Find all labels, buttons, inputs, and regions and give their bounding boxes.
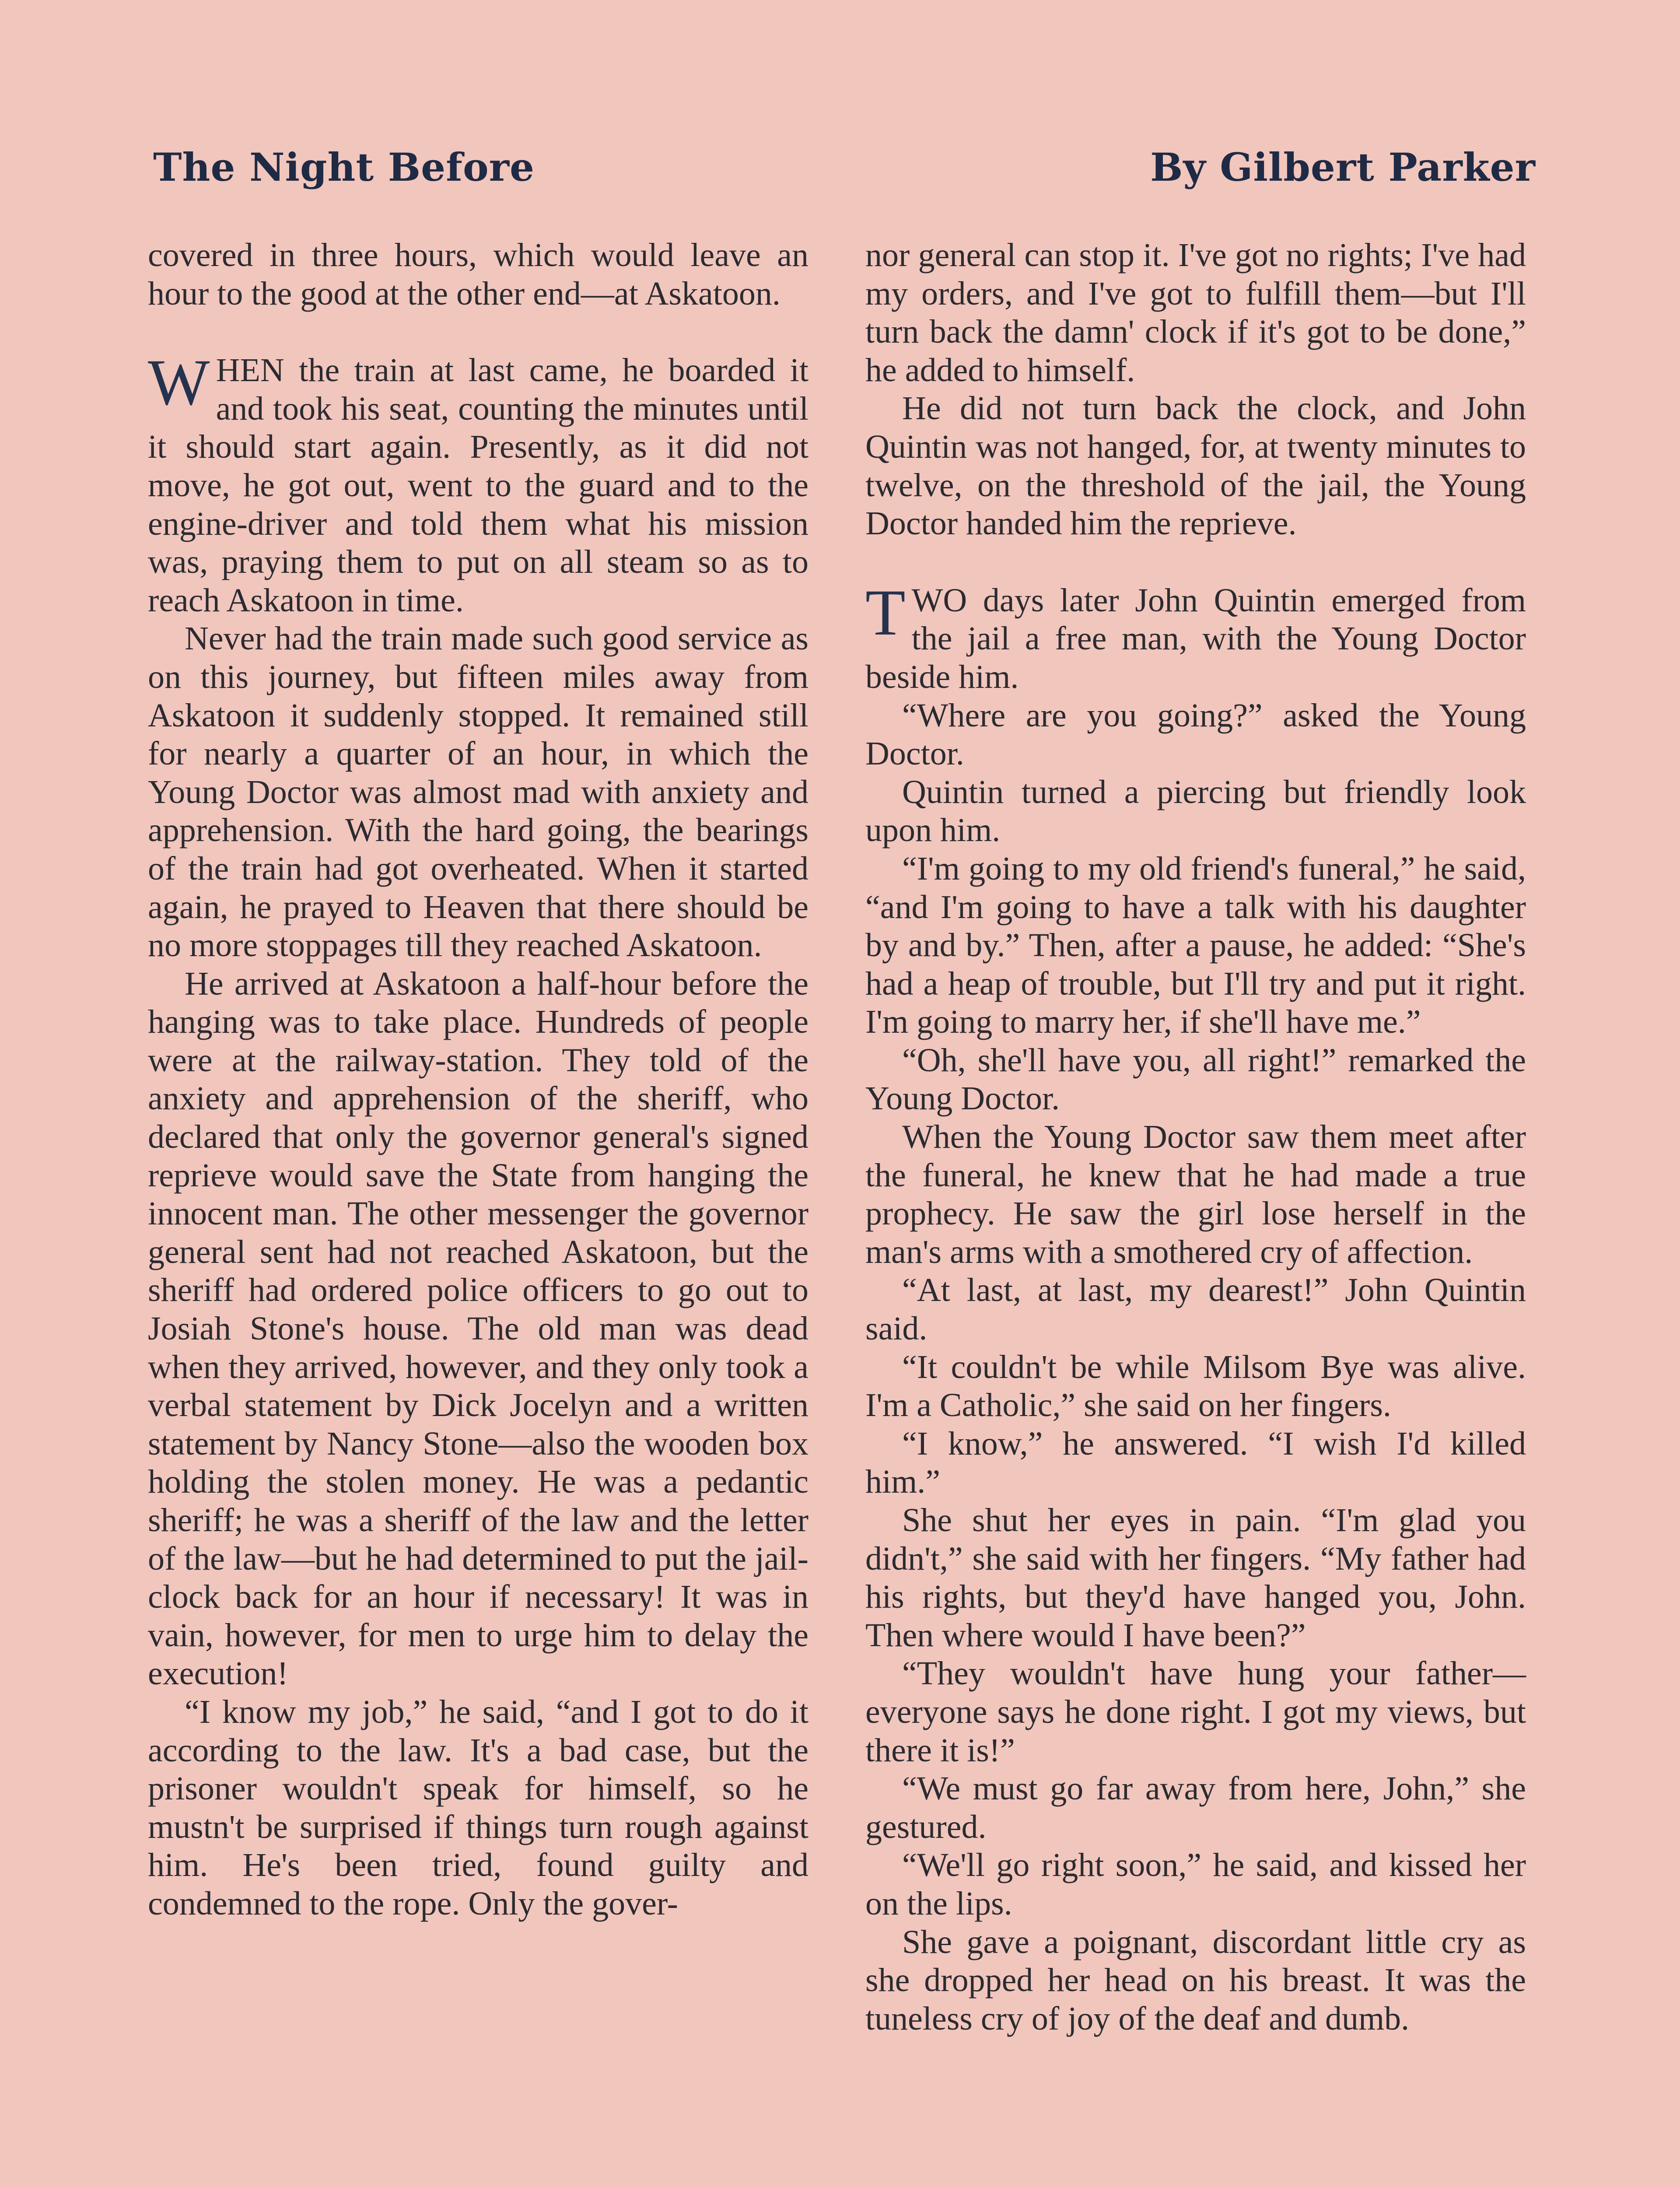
story-title: The Night Before <box>153 144 535 190</box>
paragraph: “I know my job,” he said, “and I got to do it according to the law. It's a bad case, but the prisoner wouldn't speak for himself, so he mustn't be surprised if things turn rough against him. He's been tried, found guilty and condemned to the rope. Only the gover- <box>148 1693 808 1922</box>
story-author: By Gilbert Parker <box>1150 144 1536 190</box>
paragraph: covered in three hours, which would leave an hour to the good at the other end—at Askatoon. <box>148 237 808 312</box>
paragraph: nor general can stop it. I've got no rights; I've had my orders, and I've got to fulfill them—but I'll turn back the damn' clock if it's got to be done,” he added to himself. <box>865 237 1526 389</box>
drop-cap: T <box>865 576 906 649</box>
paragraph: “We'll go right soon,” he said, and kissed her on the lips. <box>865 1847 1526 1922</box>
paragraph: “At last, at last, my dearest!” John Quintin said. <box>865 1272 1526 1347</box>
drop-cap: W <box>148 346 210 419</box>
section-paragraph <box>148 346 808 620</box>
paragraph: “I'm going to my old friend's funeral,” he said, “and I'm going to have a talk with his daughter by and by.” Then, after a pause, he added: “She's had a heap of trouble, but I'll try and put it right. I'm going to marry her, if she'll have me.” <box>865 850 1526 1041</box>
paragraph: “It couldn't be while Milsom Bye was alive. I'm a Catholic,” she said on her fingers. <box>865 1348 1526 1424</box>
paragraph-text: HEN the train at last came, he boarded it and took his seat, counting the minutes until it should start again. Presently, as it did not move, he got out, went to the guard and to the engine-driver and told them what his mission was, praying them to put on all steam so as to reach Askatoon in time. <box>148 352 808 619</box>
paragraph: He arrived at Askatoon a half-hour before the hanging was to take place. Hundreds of people were at the railway-station. They told of the anxiety and apprehension of the sheriff, who declared that only the governor general's signed reprieve would save the State from hanging the innocent man. The other messenger the governor general sent had not reached Askatoon, but the sheriff had ordered police officers to go out to Josiah Stone's house. The old man was dead when they arrived, however, and they only took a verbal statement by Dick Jocelyn and a written statement by Nancy Stone—also the wooden box holding the stolen money. He was a pedantic sheriff; he was a sheriff of the law and the letter of the law—but he had determined to put the jail-clock back for an hour if necessary! It was in vain, however, for men to urge him to delay the execution! <box>148 965 808 1692</box>
paragraph-text: WO days later John Quintin emerged from the jail a free man, with the Young Doctor beside him. <box>865 582 1526 695</box>
paragraph: “Oh, she'll have you, all right!” remarked the Young Doctor. <box>865 1041 1526 1117</box>
paragraph: “They wouldn't have hung your father—everyone says he done right. I got my views, but there it is!” <box>865 1655 1526 1769</box>
paragraph: When the Young Doctor saw them meet after the funeral, he knew that he had made a true prophecy. He saw the girl lose herself in the man's arms with a smothered cry of affection. <box>865 1119 1526 1270</box>
paragraph: She shut her eyes in pain. “I'm glad you didn't,” she said with her fingers. “My father had his rights, but they'd have hanged you, John. Then where would I have been?” <box>865 1502 1526 1654</box>
paragraph: Never had the train made such good service as on this journey, but fifteen miles away from Askatoon it suddenly stopped. It remained still for nearly a quarter of an hour, in which the Young Doctor was almost mad with anxiety and apprehension. With the hard going, the bearings of the train had got overheated. When it started again, he prayed to Heaven that there should be no more stoppages till they reached Askatoon. <box>148 620 808 964</box>
paragraph: “We must go far away from here, John,” she gestured. <box>865 1770 1526 1845</box>
paragraph: Quintin turned a piercing but friendly look upon him. <box>865 773 1526 849</box>
right-column <box>865 236 1526 2038</box>
paragraph: “Where are you going?” asked the Young Doctor. <box>865 697 1526 772</box>
paragraph: “I know,” he answered. “I wish I'd killed him.” <box>865 1425 1526 1501</box>
paragraph: He did not turn back the clock, and John Quintin was not hanged, for, at twenty minutes to twelve, on the threshold of the jail, the Young Doctor handed him the reprieve. <box>865 390 1526 542</box>
running-head <box>153 144 1536 197</box>
paragraph: She gave a poignant, discordant little cry as she dropped her head on his breast. It was the tuneless cry of joy of the deaf and dumb. <box>865 1923 1526 2037</box>
section-paragraph <box>865 576 1526 697</box>
left-column <box>148 236 808 1923</box>
